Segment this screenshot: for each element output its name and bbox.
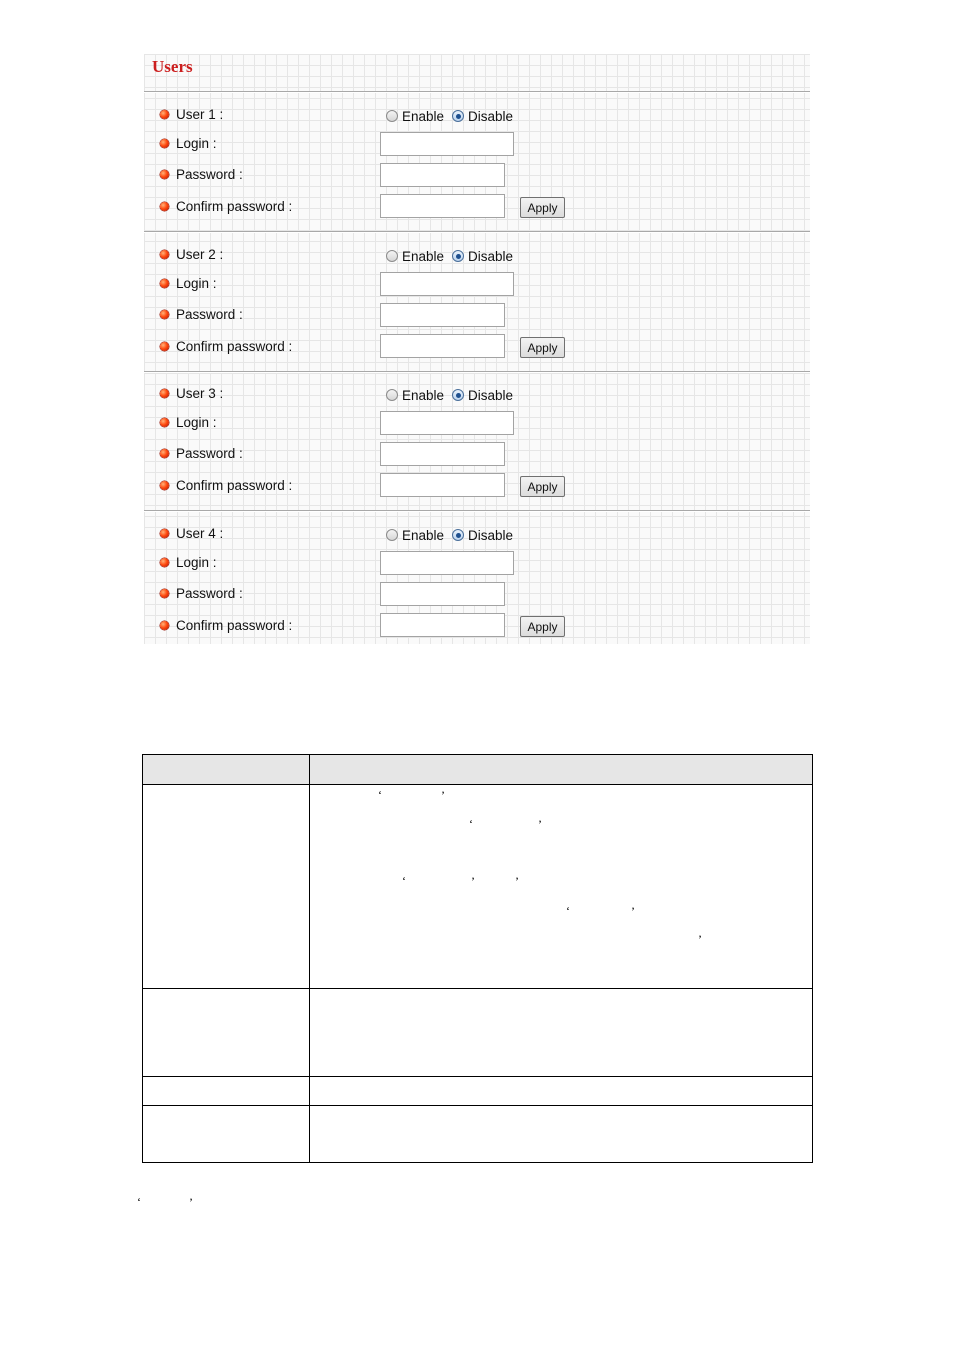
bullet-icon (160, 389, 169, 398)
confirm-password-input[interactable] (380, 334, 505, 358)
password-input[interactable] (380, 163, 505, 187)
enable-radio[interactable] (386, 389, 398, 401)
bullet-icon (160, 310, 169, 319)
user-label: User 4 : (176, 525, 224, 541)
user-label: User 2 : (176, 246, 224, 262)
table-header-row (143, 755, 813, 785)
table-row (143, 1105, 813, 1162)
bullet-icon (160, 418, 169, 427)
user-label: User 1 : (176, 106, 224, 122)
table-row (143, 785, 813, 989)
confirm-password-input[interactable] (380, 473, 505, 497)
bullet-icon (160, 342, 169, 351)
password-row (160, 304, 243, 324)
bullet-icon (160, 621, 169, 630)
table-row (143, 1076, 813, 1105)
enable-radio-group (386, 246, 521, 266)
user-row (160, 383, 223, 403)
bullet-icon (160, 529, 169, 538)
quote-mark: ’ (441, 788, 445, 803)
password-input[interactable] (380, 303, 505, 327)
table-cell (143, 989, 310, 1076)
divider (144, 510, 810, 512)
table-row (143, 989, 813, 1076)
quote-mark: ‘ (469, 817, 473, 832)
confirm-password-row (160, 615, 292, 635)
login-label: Login : (176, 414, 217, 430)
quote-mark: ’ (631, 904, 635, 919)
bullet-icon (160, 449, 169, 458)
panel-title: Users (152, 57, 193, 76)
confirm-password-label: Confirm password : (176, 477, 293, 493)
login-row (160, 552, 217, 572)
quote-mark: ’ (698, 932, 702, 947)
password-input[interactable] (380, 442, 505, 466)
login-input[interactable] (380, 132, 514, 156)
confirm-password-row (160, 196, 292, 216)
bullet-icon (160, 250, 169, 259)
bullet-icon (160, 139, 169, 148)
user-label: User 3 : (176, 385, 224, 401)
user-row (160, 523, 223, 543)
table-header-cell (143, 755, 310, 785)
password-input[interactable] (380, 582, 505, 606)
table-cell (310, 1076, 813, 1105)
user-block (144, 104, 810, 244)
bullet-icon (160, 110, 169, 119)
login-input[interactable] (380, 551, 514, 575)
user-block (144, 383, 810, 523)
bullet-icon (160, 170, 169, 179)
confirm-password-row (160, 475, 292, 495)
disable-radio[interactable] (452, 529, 464, 541)
enable-radio-group (386, 106, 521, 126)
table-cell (143, 1105, 310, 1162)
description-table (142, 754, 813, 1163)
login-input[interactable] (380, 411, 514, 435)
apply-button[interactable]: Apply (520, 616, 565, 637)
table-cell (143, 1076, 310, 1105)
password-row (160, 583, 243, 603)
password-row (160, 443, 243, 463)
user-row (160, 244, 223, 264)
login-label: Login : (176, 554, 217, 570)
password-label: Password : (176, 585, 243, 601)
user-row (160, 104, 223, 124)
quote-mark: ‘ (402, 874, 406, 889)
password-label: Password : (176, 166, 243, 182)
confirm-password-label: Confirm password : (176, 617, 293, 633)
user-block (144, 523, 810, 663)
disable-radio[interactable] (452, 389, 464, 401)
confirm-password-label: Confirm password : (176, 198, 293, 214)
bullet-icon (160, 279, 169, 288)
login-label: Login : (176, 275, 217, 291)
enable-radio[interactable] (386, 250, 398, 262)
divider (144, 91, 810, 93)
bullet-icon (160, 202, 169, 211)
bullet-icon (160, 558, 169, 567)
login-input[interactable] (380, 272, 514, 296)
table-cell (310, 989, 813, 1076)
enable-label: Enable (402, 527, 445, 543)
enable-radio[interactable] (386, 110, 398, 122)
login-label: Login : (176, 135, 217, 151)
login-row (160, 273, 217, 293)
disable-radio[interactable] (452, 110, 464, 122)
apply-button[interactable]: Apply (520, 476, 565, 497)
bullet-icon (160, 481, 169, 490)
table-cell (310, 1105, 813, 1162)
quote-mark: ’ (538, 817, 542, 832)
table-header-cell (310, 755, 813, 785)
table-cell (310, 785, 813, 989)
users-panel (144, 54, 810, 644)
enable-label: Enable (402, 248, 445, 264)
table-cell (143, 785, 310, 989)
disable-label: Disable (468, 108, 514, 124)
quote-mark: ’ (471, 874, 475, 889)
password-label: Password : (176, 306, 243, 322)
user-block (144, 244, 810, 384)
login-row (160, 412, 217, 432)
login-row (160, 133, 217, 153)
confirm-password-input[interactable] (380, 613, 505, 637)
note-quote-mark: ‘ (137, 1195, 141, 1209)
bullet-icon (160, 589, 169, 598)
confirm-password-label: Confirm password : (176, 338, 293, 354)
enable-label: Enable (402, 387, 445, 403)
divider (144, 371, 810, 373)
password-label: Password : (176, 445, 243, 461)
enable-label: Enable (402, 108, 445, 124)
enable-radio-group (386, 385, 521, 405)
enable-radio-group (386, 525, 521, 545)
confirm-password-input[interactable] (380, 194, 505, 218)
divider (144, 231, 810, 233)
apply-button[interactable]: Apply (520, 337, 565, 358)
quote-mark: ‘ (378, 788, 382, 803)
password-row (160, 164, 243, 184)
enable-radio[interactable] (386, 529, 398, 541)
apply-button[interactable]: Apply (520, 197, 565, 218)
quote-mark: ‘ (566, 904, 570, 919)
disable-label: Disable (468, 527, 514, 543)
disable-radio[interactable] (452, 250, 464, 262)
confirm-password-row (160, 336, 292, 356)
quote-mark: ’ (515, 874, 519, 889)
disable-label: Disable (468, 248, 514, 264)
note-quote-mark: ’ (189, 1195, 193, 1209)
disable-label: Disable (468, 387, 514, 403)
